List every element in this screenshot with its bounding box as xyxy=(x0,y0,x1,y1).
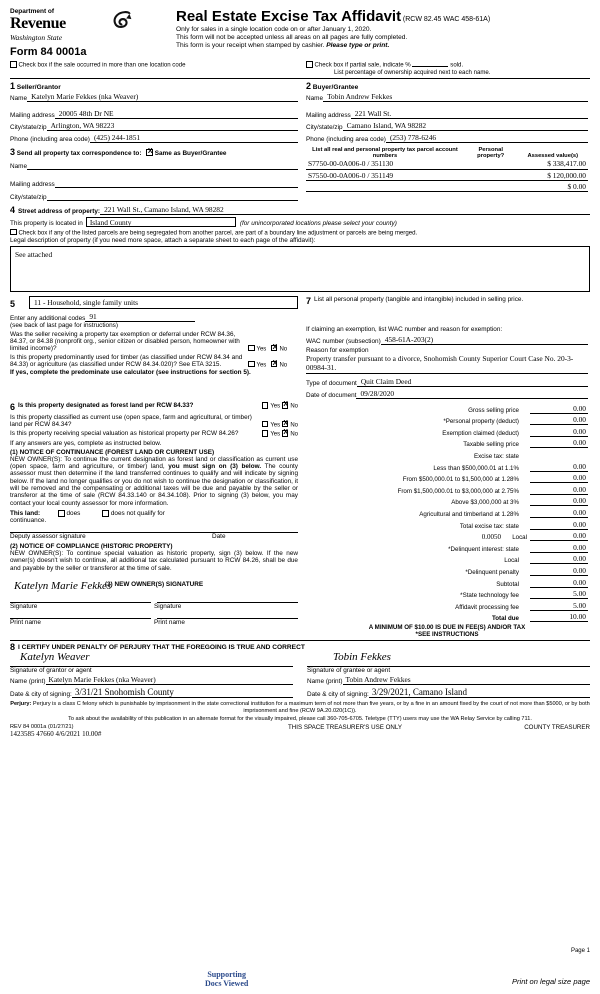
parcel-number-0[interactable]: S7750-00-0A006-0 / 351130 xyxy=(306,159,464,170)
table-row xyxy=(306,170,588,181)
county-value: Island County xyxy=(89,217,132,227)
section-8-heading: I CERTIFY UNDER PENALTY OF PERJURY THAT THE FOREGOING IS TRUE AND CORRECT xyxy=(18,643,305,651)
new-owner-sig-label-1: Signature xyxy=(10,603,38,611)
land-does-checkbox[interactable] xyxy=(58,510,65,517)
section-5-q2-note: If yes, complete the predominate use calculator (see instructions for section 5). xyxy=(10,369,251,376)
subtitle-1: Only for sales in a single location code on or after January 1, 2020. xyxy=(176,26,372,33)
notice-continuance-body-b: you must sign on (3) below. xyxy=(168,462,262,470)
reason-for-exemption-label: Reason for exemption xyxy=(306,347,369,354)
form-header xyxy=(10,8,590,58)
section-7-number: 7 xyxy=(306,296,312,306)
amt-label-4: Excise tax: state xyxy=(473,452,519,460)
notice-compliance-body: NEW OWNER(S): To continue special valuation as historic property, sign (3) below. If the new owner(s) doesn't wish to continue, all additional tax calculated pursuant to RCW 84.26, shall be due and payable by the seller or transferor at the time of sale. xyxy=(10,550,298,572)
section-6-q3-text: Is this property receiving special valuation as historical property per RCW 84.26? xyxy=(10,430,239,437)
seller-number: 1 xyxy=(10,80,16,91)
section-3-number: 3 xyxy=(10,146,16,157)
s6q2-yes-checkbox[interactable] xyxy=(262,421,269,428)
treasurer-use-label: THIS SPACE TREASURER'S USE ONLY xyxy=(288,724,402,732)
amt-value-10[interactable]: 0.00 xyxy=(530,520,588,530)
section-5-q2-text: Is this property predominantly used for timber (as classified under RCW 84.34 and 84.33) or agriculture (as classified under RCW 84.34.020)? See ETA 3215. xyxy=(10,354,243,368)
corr-name-label: Name xyxy=(10,162,28,170)
reason-for-exemption-value[interactable]: Property transfer pursuant to a divorce, Snohomish County Superior Court Case No. 20-3-00984-31. xyxy=(306,354,574,372)
s6q1-no-checkbox[interactable] xyxy=(282,402,289,409)
amt-label-16: *State technology fee xyxy=(460,592,519,600)
page-number: Page 1 xyxy=(570,948,590,954)
buyer-city-value[interactable]: Camano Island, WA 98282 xyxy=(346,120,427,130)
amt-label-5: Less than $500,000.01 at 1.1% xyxy=(433,464,519,472)
section-6-q1-text: Is this property designated as forest land per RCW 84.33? xyxy=(18,402,194,409)
document-date-value[interactable]: 09/28/2020 xyxy=(360,389,395,398)
section-6-and-amounts xyxy=(10,402,590,638)
new-owner-print-label-1: Print name xyxy=(10,619,41,627)
subtitle-3b: Please type or print. xyxy=(326,42,390,49)
notice-continuance-body-a: NEW OWNER(S): To continue the current designation as forest land or classification as current use (open space, farm and agriculture, or timber) land, xyxy=(10,455,298,470)
same-as-buyer-checkbox[interactable] xyxy=(146,149,153,156)
dor-logo-icon xyxy=(108,10,134,36)
amt-label-0: Gross selling price xyxy=(468,406,519,414)
q1-yes-checkbox[interactable] xyxy=(248,345,255,352)
land-does-not-label: does not qualify for xyxy=(110,510,165,518)
grantee-signature-mark[interactable]: Tobin Fekkes xyxy=(333,651,391,664)
legal-desc-label: Legal description of property (if you need more space, attach a separate sheet to each page of the affidavit): xyxy=(10,237,316,244)
agency-block xyxy=(10,8,170,58)
section-6-note: If any answers are yes, complete as instructed below. xyxy=(10,439,162,447)
amounts-block xyxy=(302,402,588,638)
parcel-personal-2[interactable] xyxy=(464,181,518,192)
parties-section xyxy=(10,81,590,143)
seller-mail-value[interactable]: 20005 48th Dr NE xyxy=(58,108,114,118)
partial-sale-checkbox[interactable] xyxy=(306,61,313,68)
seller-name-value[interactable]: Katelyn Marie Fekkes (nka Weaver) xyxy=(31,91,139,101)
partial-sale-note: List percentage of ownership acquired next to each name. xyxy=(334,68,491,76)
land-does-not-checkbox[interactable] xyxy=(102,510,109,517)
notice-compliance-heading: (2) NOTICE OF COMPLIANCE (HISTORIC PROPERTY) xyxy=(10,543,173,551)
multi-location-checkbox[interactable] xyxy=(10,61,17,68)
see-instructions-note: *SEE INSTRUCTIONS xyxy=(415,631,479,639)
corr-name-value[interactable] xyxy=(27,160,31,169)
assessed-col-header: Assessed value(s) xyxy=(527,152,579,159)
corr-mail-label: Mailing address xyxy=(10,180,55,188)
parcel-number-1[interactable]: S7550-00-0A006-0 / 351149 xyxy=(306,170,464,181)
q2-no-label: No xyxy=(279,362,288,368)
parcel-assessed-0[interactable]: $ 338,417.00 xyxy=(517,159,588,170)
legal-description-box[interactable] xyxy=(10,246,590,292)
amt-value-8[interactable]: 0.00 xyxy=(530,496,588,506)
section-5-number: 5 xyxy=(10,299,16,309)
section-7-block xyxy=(302,296,588,399)
seller-phone-label: Phone (including area code) xyxy=(10,135,90,143)
notice-continuance-body-c: The county assessor must then determine if the land transferred continues to qualify and will indicate by signing below. If the land no longer qualifies or you do not wish to continue the designation or classification, it will be removed and the compensating or additional taxes will be due and payable by the seller or transferor at the time of sale (RCW 84.33.140 or 84.34.108). Prior to signing (3) below, you may contact your local county assessor for more information. xyxy=(10,462,298,507)
segregated-checkbox[interactable] xyxy=(10,229,17,236)
amt-label-13: Local xyxy=(504,557,519,565)
amt-value-5[interactable]: 0.00 xyxy=(530,462,588,472)
this-land-label: This land: xyxy=(10,510,41,518)
amt-value-0[interactable]: 0.00 xyxy=(530,404,588,414)
grantee-signature-label: Signature of grantee or agent xyxy=(307,667,391,675)
amt-value-14[interactable]: 0.00 xyxy=(530,566,588,576)
parcel-table xyxy=(306,147,588,193)
section-5-q1-text: Was the seller receiving a property tax exemption or deferral under RCW 84.36, 84.37, or 84.38 (nonprofit org., senior citizen or disabled person, homeowner with limited income)? xyxy=(10,331,240,352)
document-date-label: Date of document xyxy=(306,392,357,399)
deputy-assessor-sig-label: Deputy assessor signature xyxy=(10,533,86,541)
land-use-code-value: 11 - Household, single family units xyxy=(34,298,139,307)
parcel-personal-1[interactable] xyxy=(464,170,518,181)
legal-description-value: See attached xyxy=(15,250,53,259)
buyer-mail-label: Mailing address xyxy=(306,111,351,119)
buyer-name-value[interactable]: Tobin Andrew Fekkes xyxy=(327,91,393,101)
buyer-city-label: City/state/zip xyxy=(306,123,343,131)
wac-number-label: WAC number (subsection) xyxy=(306,338,381,345)
amt-value-1[interactable]: 0.00 xyxy=(530,415,588,425)
amt-label-7: From $1,500,000.01 to $3,000,000 at 2.75% xyxy=(397,487,519,495)
amt-label-8: Above $3,000,000 at 3% xyxy=(451,499,519,507)
amt-label-2: Exemption claimed (deduct) xyxy=(442,429,519,437)
section-8-number: 8 xyxy=(10,642,16,653)
revenue-label: Revenue xyxy=(10,15,66,32)
q1-no-label: No xyxy=(279,346,288,352)
grantee-date-value[interactable]: 3/29/2021, Camano Island xyxy=(371,687,468,698)
amt-label-10: Total excise tax: state xyxy=(459,522,519,530)
q2-no-checkbox[interactable] xyxy=(271,361,278,368)
street-address-label: Street address of property: xyxy=(18,207,101,215)
amt-label-6: From $500,000.01 to $1,500,000 at 1.28% xyxy=(402,476,519,484)
amt-value-7[interactable]: 0.00 xyxy=(530,485,588,495)
corr-mail-value[interactable] xyxy=(55,178,59,187)
county-treasurer-label: COUNTY TREASURER xyxy=(524,724,590,732)
washington-state-label: Washington State xyxy=(10,33,63,42)
partial-sale-label: Check box if partial sale, indicate % xyxy=(314,61,411,69)
new-owner-signature-mark[interactable]: Katelyn Marie Fekkes xyxy=(14,580,112,593)
amt-value-2[interactable]: 0.00 xyxy=(530,427,588,437)
amt-label-9: Agricultural and timberland at 1.28% xyxy=(419,510,519,518)
parcel-personal-0[interactable] xyxy=(464,159,518,170)
section-6-number: 6 xyxy=(10,402,16,412)
county-select[interactable] xyxy=(86,217,236,227)
exemption-label: If claiming an exemption, list WAC number and reason for exemption: xyxy=(306,326,503,333)
personal-col-header: Personal property? xyxy=(477,146,505,159)
form-title: Real Estate Excise Tax Affidavit xyxy=(176,8,402,25)
grantor-date-label: Date & city of signing: xyxy=(10,691,72,699)
amt-value-18[interactable]: 10.00 xyxy=(530,612,588,622)
additional-codes-label: Enter any additional codes xyxy=(10,315,86,322)
amt-label-18: Total due xyxy=(491,615,519,623)
footer-row xyxy=(10,724,590,738)
parcel-assessed-1[interactable]: $ 120,000.00 xyxy=(517,170,588,181)
amt-label-12: *Delinquent interest: state xyxy=(448,545,519,553)
q1-yes-label: Yes xyxy=(256,346,267,352)
table-row xyxy=(306,159,588,170)
seller-city-value[interactable]: Arlington, WA 98223 xyxy=(50,120,115,130)
amt-value-3[interactable]: 0.00 xyxy=(530,438,588,448)
s6q2-no-checkbox[interactable] xyxy=(282,421,289,428)
buyer-number: 2 xyxy=(306,80,312,91)
section-3-block xyxy=(10,147,302,201)
perjury-text: Perjury is a class C felony which is punishable by imprisonment in the state correctional institution for a maximum term of not more than five years, or by a fine in an amount fixed by the court of not more than $5000, or by both imprisonment and fine (RCW 9A.20.020(1C)). xyxy=(31,701,590,714)
grantee-print-label: Name (print) xyxy=(307,678,343,686)
section-4-number: 4 xyxy=(10,204,16,215)
section-6-q2-text: Is this property classified as current use (open space, farm and agricultural, or timber) land per RCW 84.34? xyxy=(10,414,252,428)
amt-label-1: *Personal property (deduct) xyxy=(443,418,519,426)
header-divider xyxy=(10,78,590,79)
q2-yes-checkbox[interactable] xyxy=(248,361,255,368)
document-type-value[interactable]: Quit Claim Deed xyxy=(360,377,412,386)
revision-code: REV 84 0001a (01/27/21) xyxy=(10,724,74,731)
assessor-date-label: Date xyxy=(212,533,226,541)
q1-no-checkbox[interactable] xyxy=(271,345,278,352)
notice-continuance-heading: (1) NOTICE OF CONTINUANCE (FOREST LAND OR CURRENT USE) xyxy=(10,448,215,456)
corr-city-value[interactable] xyxy=(47,191,51,200)
amt-label-11: Local xyxy=(512,534,527,542)
s6q3-no-checkbox[interactable] xyxy=(282,430,289,437)
perjury-bold: Perjury: xyxy=(10,701,32,708)
parcel-number-2[interactable] xyxy=(306,181,464,192)
amt-value-16[interactable]: 5.00 xyxy=(530,589,588,599)
print-note: Print on legal size page xyxy=(512,977,590,986)
land-use-code-select[interactable] xyxy=(29,296,298,309)
grantor-signature-label: Signature of grantor or agent xyxy=(10,667,92,675)
wac-number-value[interactable]: 458-61A-203(2) xyxy=(384,335,434,344)
form-title-ref: (RCW 82.45 WAC 458-61A) xyxy=(402,16,491,23)
subtitle-2: This form will not be accepted unless all areas on all pages are fully completed. xyxy=(176,34,408,41)
s6q1-yes-checkbox[interactable] xyxy=(262,402,269,409)
parcel-table-block xyxy=(302,147,588,201)
seller-name-label: Name xyxy=(10,94,28,102)
grantor-print-value[interactable]: Katelyn Marie Fekkes (nka Weaver) xyxy=(48,675,156,685)
seller-heading: Seller/Grantor xyxy=(16,83,61,91)
buyer-heading: Buyer/Grantee xyxy=(312,83,359,91)
section-5-block xyxy=(10,296,302,399)
seller-phone-value[interactable]: (425) 244-1851 xyxy=(93,132,141,142)
form-number: Form 84 0001a xyxy=(10,46,87,58)
buyer-phone-value[interactable]: (253) 778-6246 xyxy=(389,132,437,142)
minimum-due-note: A MINIMUM OF $10.00 IS DUE IN FEE(S) AND/OR TAX xyxy=(368,624,526,632)
new-owner-signature-heading: (3) NEW OWNER(S) SIGNATURE xyxy=(104,581,204,589)
grantee-print-value[interactable]: Tobin Andrew Fekkes xyxy=(345,675,411,685)
parcel-col-header: List all real and personal property tax parcel account numbers xyxy=(312,146,458,159)
amt-label-14: *Delinquent penalty xyxy=(465,568,519,576)
s6q3-yes-checkbox[interactable] xyxy=(262,430,269,437)
street-address-value[interactable]: 221 Wall St., Camano Island, WA 98282 xyxy=(104,204,224,214)
section-6-block: 6 Is this property designated as forest land per RCW 84.33? Yes XNo Is this property classified as current use (open space, farm and agricultural, or timber) land per RCW 84.34? Yes XNo Is this property receiving special valuation as historical property per RCW 84.26? Yes XNo If any answers are yes, complete as instructed below. (1) NOTICE OF CONTINUANCE (FOREST LAND OR CURRENT USE) NEW OWNER(S): To continue the current designation as forest land or classification as current use (open space, farm and agriculture, or timber) land, you must sign on (3) below. The county assessor must then determine if the land transferred continues to qualify and will indicate by signing below. If the land no longer qualifies or you do not wish to continue the designation or classification, it will be removed and the compensating or additional taxes will be due and payable by the seller or transferor at the time of sale (RCW 84.33.140 or 84.34.108). Prior to signing (3) below, you may contact your local county assessor for more information. This land: does does not qualify for continuance. Deputy assessor signature Date (2) NOTICE OF COMPLIANCE (HISTORIC PROPERTY) NEW OWNER(S): To continue special valuation as historic property, sign (3) below. If the new owner(s) doesn't wish to continue, all additional tax calculated pursuant to RCW 84.26, shall be due and payable by the seller or transferor at the time of sale. (3) NEW OWNER(S) SIGNATURE Katelyn Marie Fekkes Signature Signature Print name Print name xyxy=(10,402,302,638)
perjury-block xyxy=(10,701,590,722)
amt-value-6[interactable]: 0.00 xyxy=(530,473,588,483)
seller-block xyxy=(10,81,302,143)
segregated-label: Check box if any of the listed parcels are being segregated from another parcel, are part of a boundary line adjustment or parcels are being merged. xyxy=(18,229,418,236)
same-as-buyer-label: Same as Buyer/Grantee xyxy=(154,149,227,157)
amt-label-17: Affidavit processing fee xyxy=(455,603,519,611)
amt-value-17[interactable]: 5.00 xyxy=(530,601,588,611)
amt-value-12[interactable]: 0.00 xyxy=(530,543,588,553)
stamp-line-2: Docs Viewed xyxy=(205,979,249,988)
amt-value-11[interactable]: 0.00 xyxy=(530,531,588,541)
grantee-date-label: Date & city of signing: xyxy=(307,691,369,699)
buyer-name-label: Name xyxy=(306,94,324,102)
section-3-heading: Send all property tax correspondence to: xyxy=(16,149,142,157)
continuance-word: continuance. xyxy=(10,517,47,525)
subtitle-3a: This form is your receipt when stamped by cashier. xyxy=(176,42,327,49)
buyer-mail-value[interactable]: 221 Wall St. xyxy=(354,108,392,118)
amt-label-15: Subtotal xyxy=(496,580,519,588)
section-4-block xyxy=(10,205,590,293)
buyer-block xyxy=(302,81,588,143)
grantor-signature-mark[interactable]: Katelyn Weaver xyxy=(20,651,90,664)
additional-codes-value[interactable]: 91 xyxy=(89,312,97,321)
new-owner-sig-label-2: Signature xyxy=(154,603,182,611)
supporting-docs-stamp xyxy=(205,970,248,988)
corr-city-label: City/state/zip xyxy=(10,193,47,201)
stamp-line-1: Supporting xyxy=(207,970,246,979)
alternate-format-text: To ask about the availability of this publication in an alternate format for the visually impaired, please call 360-705-6705. Teletype (TTY) users may use the WA Relay Service by calling 711. xyxy=(68,715,532,722)
grantor-date-value[interactable]: 3/31/21 Snohomish County xyxy=(74,687,174,698)
amt-label-3: Taxable selling price xyxy=(463,441,519,449)
local-rate-value: 0.0050 xyxy=(481,533,501,542)
section-7-heading: List all personal property (tangible and intangible) included in selling price. xyxy=(314,296,524,303)
multi-location-label: Check box if the sale occurred in more than one location code xyxy=(18,61,186,69)
amt-value-13[interactable]: 0.00 xyxy=(530,554,588,564)
seller-city-label: City/state/zip xyxy=(10,123,47,131)
seller-mail-label: Mailing address xyxy=(10,111,55,119)
grantor-print-label: Name (print) xyxy=(10,678,46,686)
title-block xyxy=(170,8,590,49)
additional-codes-note: (see back of last page for instructions) xyxy=(10,322,118,329)
amt-value-15[interactable]: 0.00 xyxy=(530,578,588,588)
q2-yes-label: Yes xyxy=(256,362,267,368)
table-row xyxy=(306,181,588,192)
correspondence-and-parcels xyxy=(10,147,590,201)
parcel-assessed-2[interactable]: $ 0.00 xyxy=(517,181,588,192)
department-label: Department of xyxy=(10,8,55,15)
document-type-label: Type of document xyxy=(306,380,357,387)
located-in-label: This property is located in xyxy=(10,219,83,227)
amt-value-9[interactable]: 0.00 xyxy=(530,508,588,518)
use-and-personal-property xyxy=(10,296,590,399)
located-in-note: (for unincorporated locations please select your county) xyxy=(239,219,397,227)
receipt-stamp-text: 1423585 47660 4/6/2021 10.00# xyxy=(10,730,102,739)
new-owner-print-label-2: Print name xyxy=(154,619,185,627)
partial-sale-tail: sold. xyxy=(450,61,464,69)
section-8-block xyxy=(10,640,590,698)
land-does-label: does xyxy=(66,510,81,518)
buyer-phone-label: Phone (including area code) xyxy=(306,135,386,143)
